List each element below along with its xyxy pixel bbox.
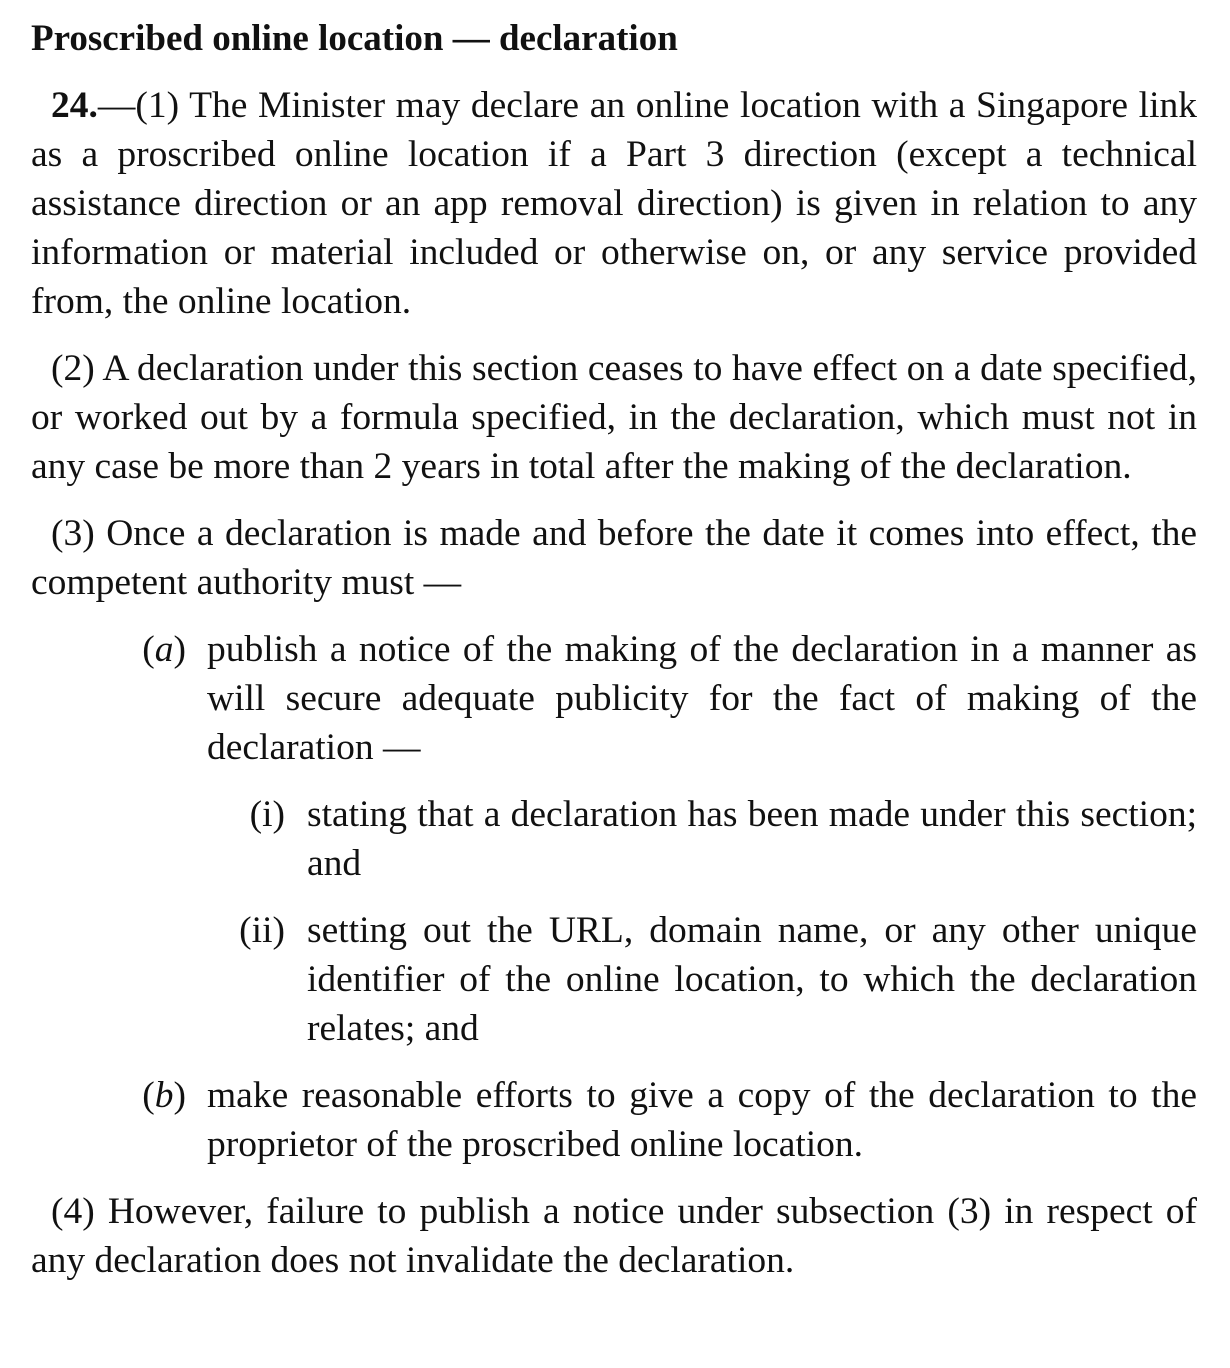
paragraph-a (31, 625, 1197, 772)
statute-page (31, 14, 1197, 1285)
subsection-2 (31, 344, 1197, 491)
subsection-3-label: (3) (51, 513, 95, 554)
subsection-4-text: However, failure to publish a notice under subsection (3) in respect of any declaration does not invalidate the declaration. (31, 1191, 1198, 1281)
subparagraph-ii-text: setting out the URL, domain name, or any other unique identifier of the online location, to which the declaration relates; and (307, 910, 1197, 1049)
subsection-1 (31, 81, 1197, 326)
subparagraph-ii (31, 906, 1197, 1053)
subparagraph-i (31, 790, 1197, 888)
section-number: 24. (51, 85, 98, 126)
section-dash: — (97, 85, 136, 126)
subsection-2-text: A declaration under this section ceases to have effect on a date specified, or worked out by a formula specified, in the declaration, which must not in any case be more than 2 years in total after the making of the declaration. (31, 348, 1197, 487)
paragraph-a-text: publish a notice of the making of the declaration in a manner as will secure adequate publicity for the fact of making of the declaration — (207, 629, 1197, 768)
section-heading: Proscribed online location — declaration (31, 18, 678, 59)
paragraph-b (31, 1071, 1197, 1169)
paragraph-a-label: (a) (142, 629, 186, 670)
paragraph-b-text: make reasonable efforts to give a copy of the declaration to the proprietor of the proscribed online location. (207, 1075, 1197, 1165)
subsection-2-label: (2) (51, 348, 95, 389)
subparagraph-i-text: stating that a declaration has been made under this section; and (307, 794, 1197, 884)
subsection-3-text: Once a declaration is made and before the date it comes into effect, the competent authority must — (31, 513, 1198, 603)
subsection-1-text: The Minister may declare an online location with a Singapore link as a proscribed online location if a Part 3 direction (except a technical assistance direction or an app removal direction) is given in relation to any information or material included or otherwise on, or any service provided from, the online location. (31, 85, 1198, 322)
subparagraph-i-label: (i) (249, 794, 285, 835)
paragraph-b-label: (b) (142, 1075, 186, 1116)
subsection-4-label: (4) (51, 1191, 95, 1232)
subparagraph-ii-label: (ii) (239, 910, 285, 951)
subsection-4 (31, 1187, 1197, 1285)
subsection-3 (31, 509, 1197, 607)
subsection-1-label: (1) (135, 85, 180, 126)
